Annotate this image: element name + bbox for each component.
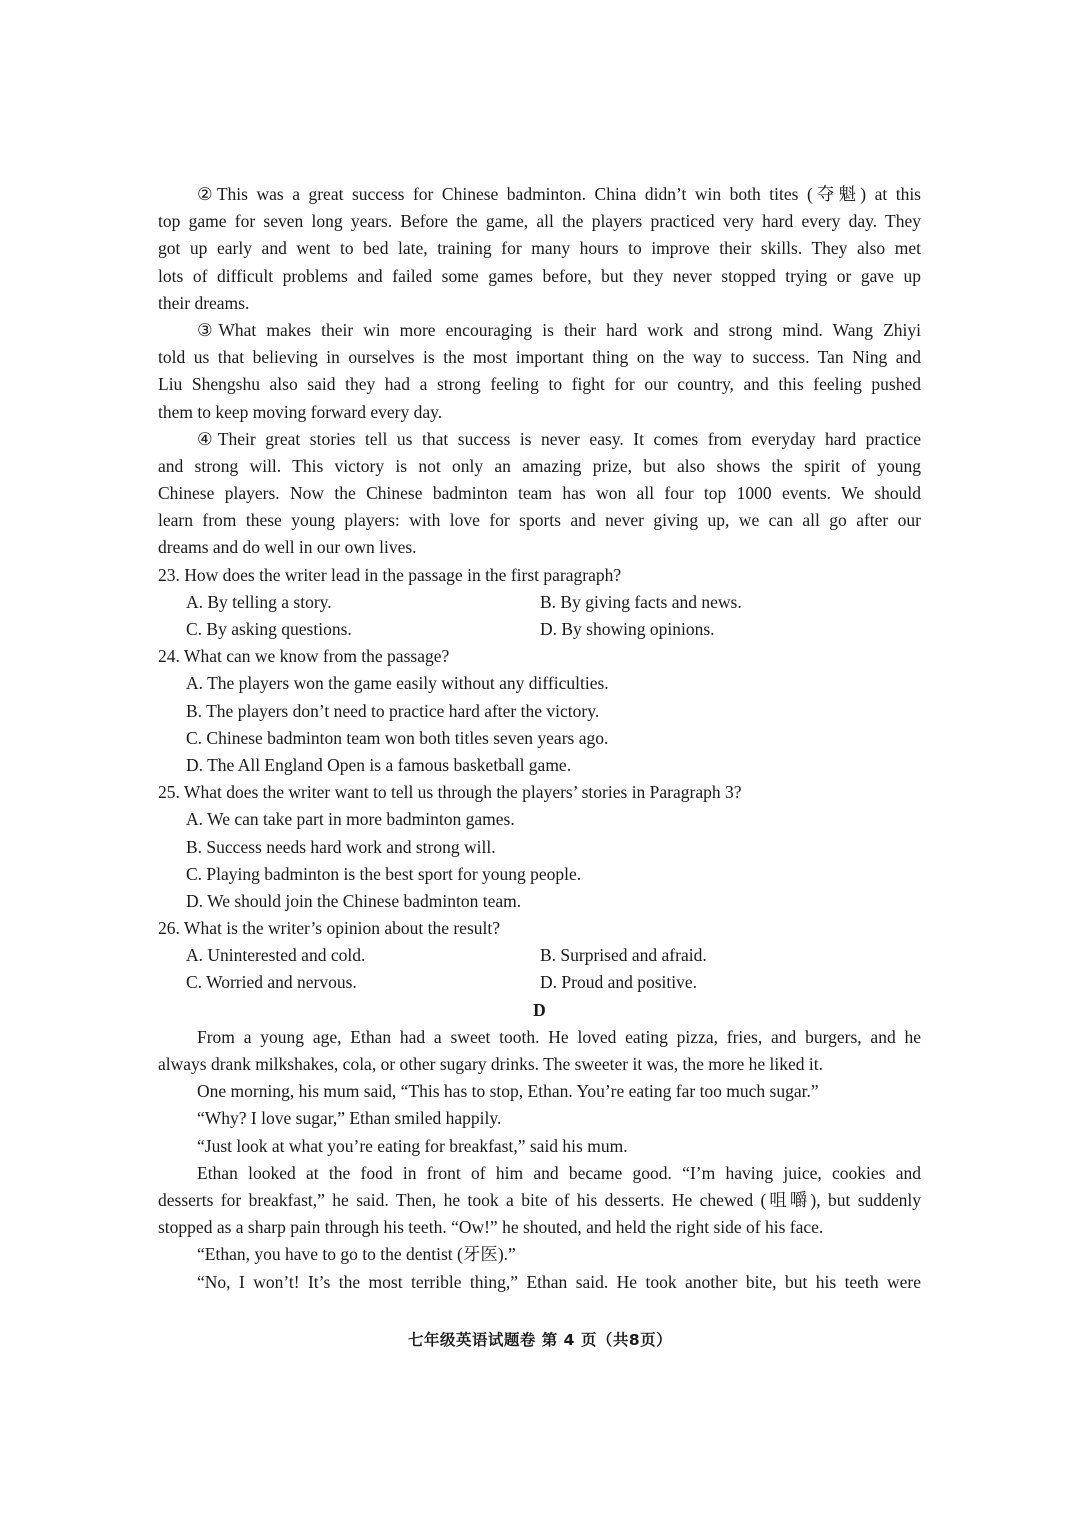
option-row [158,589,921,616]
text-line: desserts for breakfast,” he said. Then, he took a bite of his desserts. He chewed (咀嚼), but suddenly [158,1189,921,1210]
text-line: From a young age, Ethan had a sweet tooth. He loved eating pizza, fries, and burgers, and he [197,1026,921,1047]
text-line: stopped as a sharp pain through his teeth. “Ow!” he shouted, and held the right side of his face. [158,1217,824,1238]
text-line: ③What makes their win more encouraging is their hard work and strong mind. Wang Zhiyi [197,319,921,340]
option-a: A. Uninterested and cold. [186,945,366,966]
text-line: ②This was a great success for Chinese badminton. China didn’t win both tites (夺魁) at this [197,184,921,204]
question-24 [158,643,921,779]
story-paragraph-1 [158,1024,921,1078]
paragraph-2 [158,181,921,317]
text-line: their dreams. [158,292,250,313]
page-footer: 七年级英语试题卷 第 4 页（共8页） [407,1331,673,1349]
text-line: Liu Shengshu also said they had a strong feeling to fight for our country, and this feeling pushed [158,374,921,395]
option-d: D. We should join the Chinese badminton team. [186,890,522,911]
option-row [158,942,921,969]
question-stem: 24. What can we know from the passage? [158,646,450,667]
option-d: D. By showing opinions. [540,619,715,639]
text-line: and strong will. This victory is not only an amazing prize, but also shows the spirit of young [158,455,921,476]
text-line: Chinese players. Now the Chinese badminton team has won all four top 1000 events. We should [158,483,921,504]
text-line: lots of difficult problems and failed some games before, but they never stopped trying or gave up [158,265,921,286]
option-a: A. We can take part in more badminton games. [186,809,515,830]
text-line: learn from these young players: with love for sports and never giving up, we can all go after our [158,510,921,531]
story-paragraph-7: “No, I won’t! It’s the most terrible thing,” Ethan said. He took another bite, but his teeth were [197,1271,921,1292]
exam-page-body [158,181,921,1296]
question-stem: 26. What is the writer’s opinion about the result? [158,918,500,939]
option-c: C. Worried and nervous. [186,972,357,993]
option-row [158,616,921,643]
option-c: C. By asking questions. [186,619,352,639]
option-a: A. The players won the game easily without any difficulties. [186,673,609,694]
option-c: C. Chinese badminton team won both titles seven years ago. [186,727,609,748]
option-row [158,969,921,996]
option-b: B. The players don’t need to practice hard after the victory. [186,700,600,721]
text-line: told us that believing in ourselves is the most important thing on the way to success. Tan Ning and [158,347,921,368]
paragraph-3 [158,317,921,426]
option-c: C. Playing badminton is the best sport for young people. [186,863,582,884]
option-b: B. Surprised and afraid. [540,945,707,966]
text-line: them to keep moving forward every day. [158,401,443,422]
question-23 [158,562,921,644]
option-b: B. By giving facts and news. [540,591,742,612]
text-line: got up early and went to bed late, training for many hours to improve their skills. They also met [158,238,921,259]
story-paragraph-3: “Why? I love sugar,” Ethan smiled happily. [197,1108,502,1129]
option-b: B. Success needs hard work and strong will. [186,836,496,857]
story-paragraph-5 [158,1160,921,1242]
question-stem: 25. What does the writer want to tell us through the players’ stories in Paragraph 3? [158,782,742,803]
paragraph-4 [158,426,921,562]
question-25 [158,779,921,915]
text-line: ④Their great stories tell us that success is never easy. It comes from everyday hard practice [197,428,921,449]
text-line: always drank milkshakes, cola, or other sugary drinks. The sweeter it was, the more he liked it. [158,1054,823,1074]
text-line: Ethan looked at the food in front of him and became good. “I’m having juice, cookies and [197,1162,921,1183]
question-stem: 23. How does the writer lead in the passage in the first paragraph? [158,564,622,585]
section-heading: D [533,999,546,1020]
option-a: A. By telling a story. [186,591,332,612]
option-d: D. The All England Open is a famous basketball game. [186,754,572,775]
story-paragraph-2: One morning, his mum said, “This has to stop, Ethan. You’re eating far too much sugar.” [197,1081,819,1102]
story-paragraph-4: “Just look at what you’re eating for breakfast,” said his mum. [197,1135,628,1156]
story-paragraph-6: “Ethan, you have to go to the dentist (牙医).” [197,1244,516,1265]
question-26 [158,915,921,997]
text-line: top game for seven long years. Before the game, all the players practiced very hard every day. They [158,211,921,232]
text-line: dreams and do well in our own lives. [158,537,417,558]
option-d: D. Proud and positive. [540,972,698,993]
